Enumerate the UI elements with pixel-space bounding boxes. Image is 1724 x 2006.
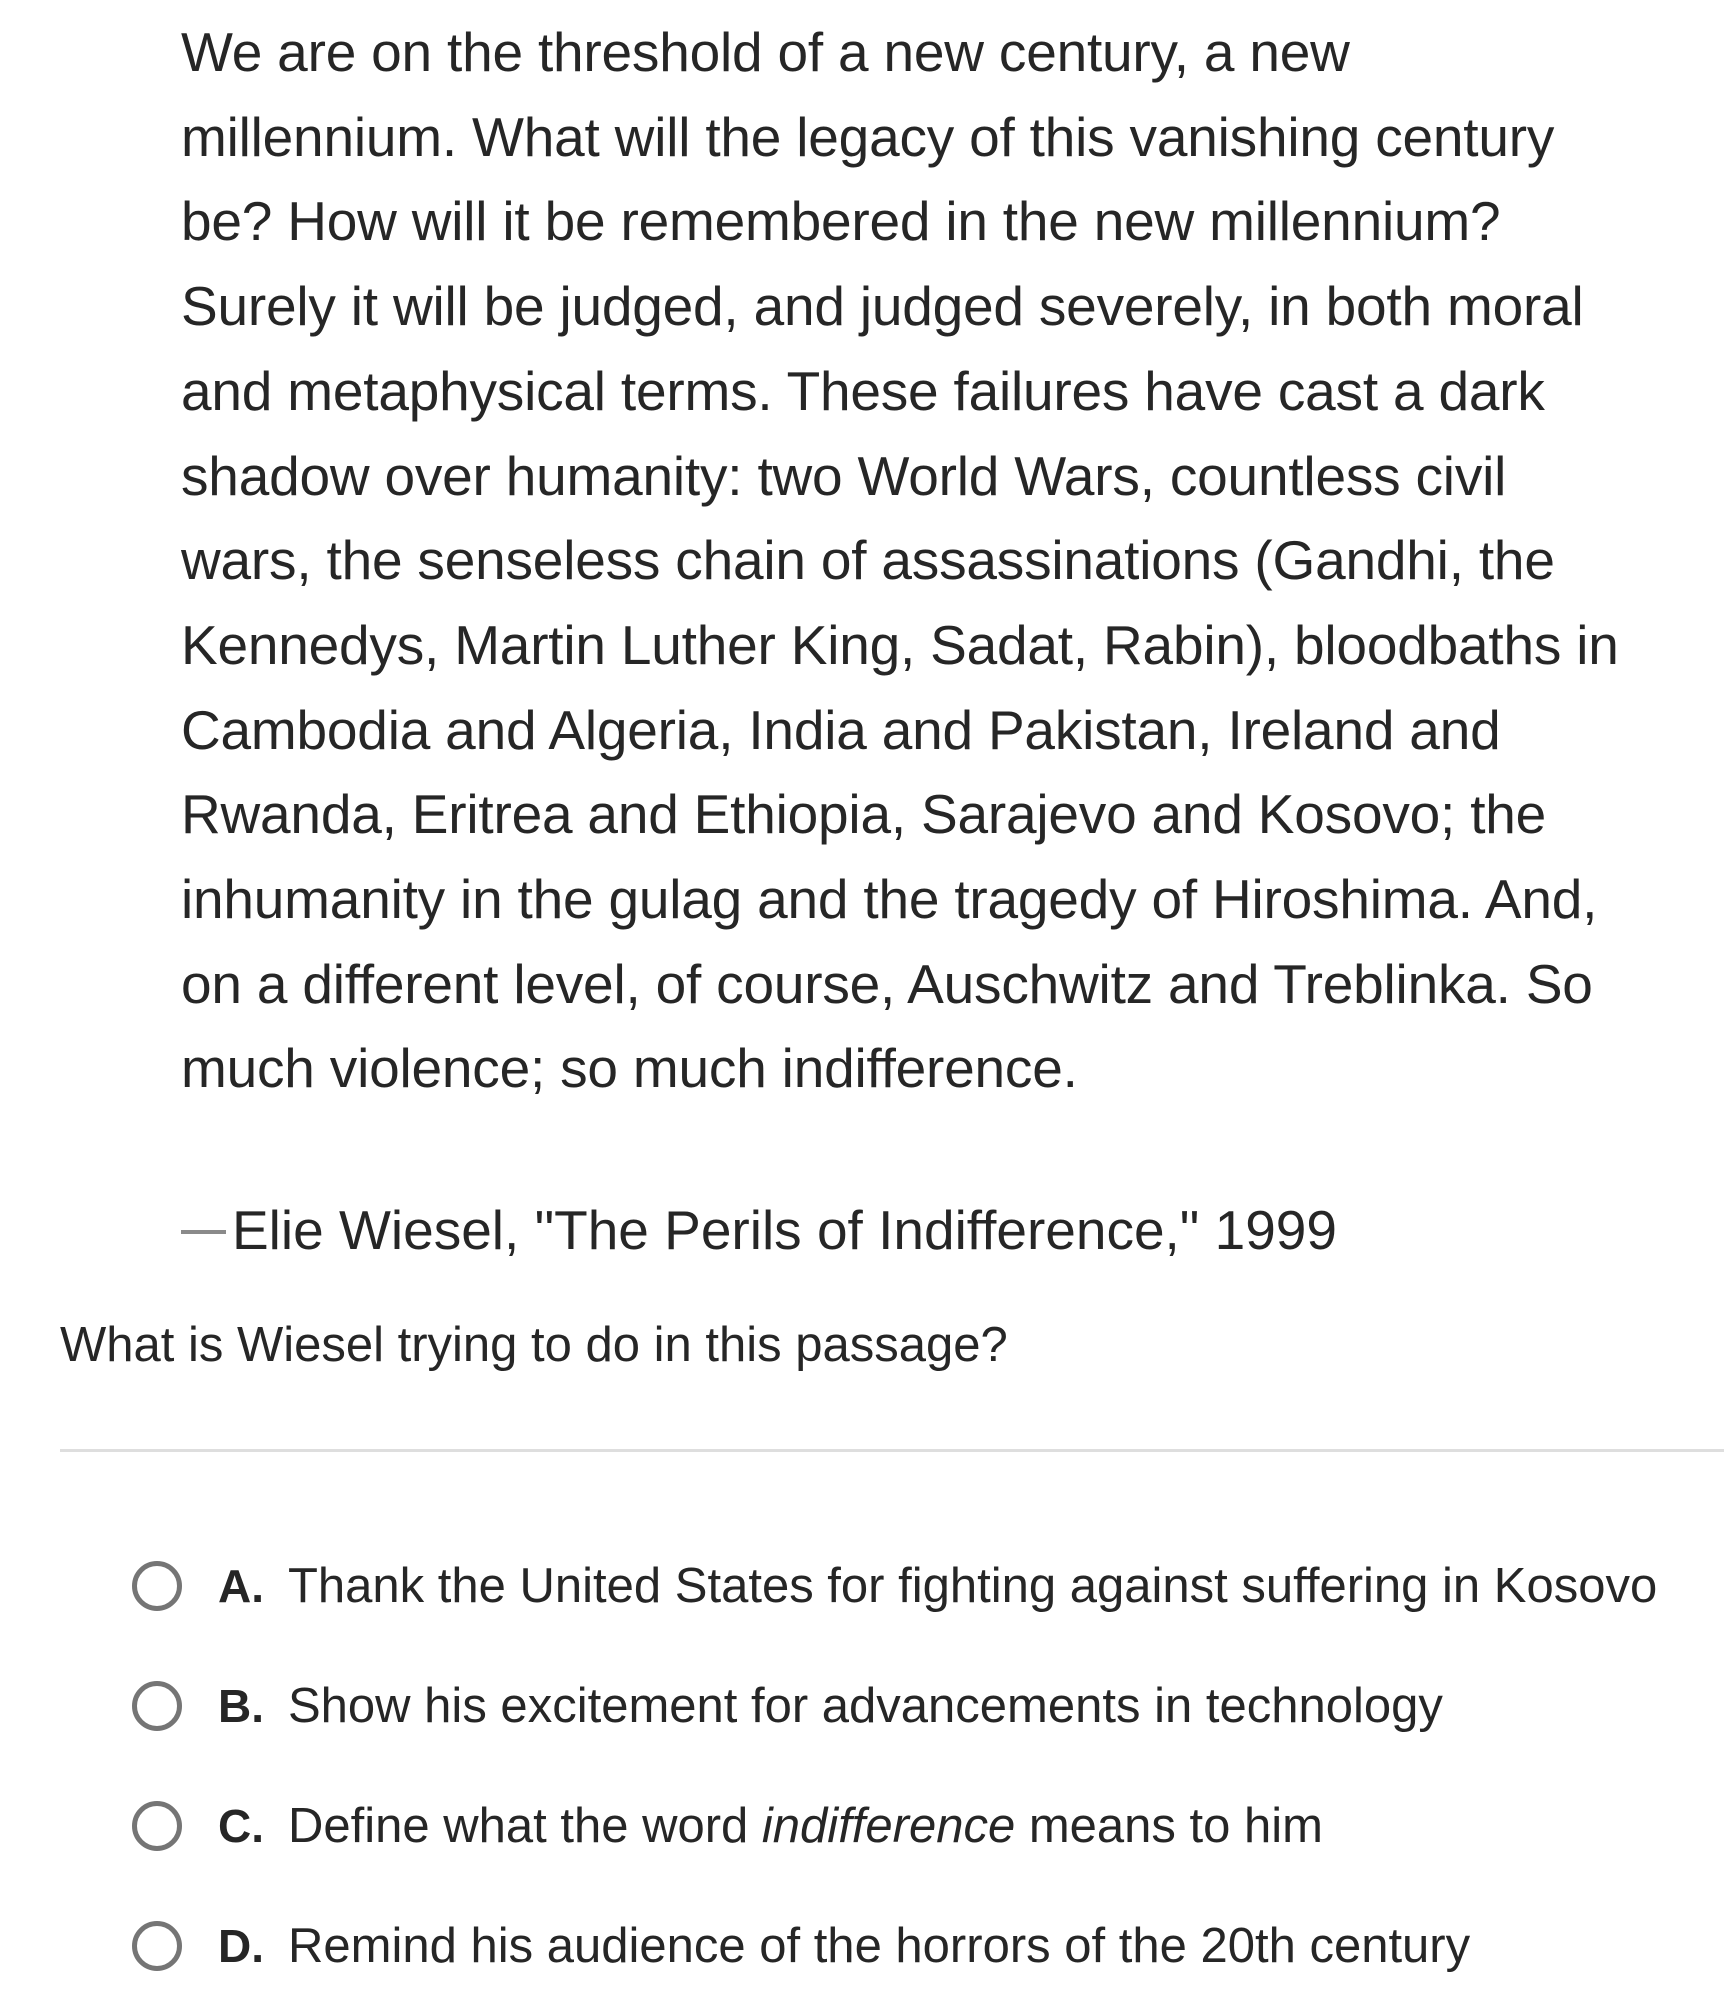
choice-text-italic: indifference [761,1799,1016,1853]
choice-letter: D. [218,1920,264,1972]
radio-button-a[interactable] [132,1561,182,1611]
passage-line: Surely it will be judged, and judged severely, in both moral [181,275,1584,338]
choice-text: Thank the United States for fighting against suffering in Kosovo [288,1559,1658,1613]
passage-text [181,10,1621,1111]
radio-button-c[interactable] [132,1801,182,1851]
choice-c[interactable] [132,1766,1724,1886]
answer-choices [132,1526,1724,2006]
choice-d[interactable] [132,1886,1724,2006]
radio-button-d[interactable] [132,1921,182,1971]
passage-attribution [181,1190,1337,1270]
passage-line: millennium. What will the legacy of this vanishing century [181,105,1555,168]
attribution-text: Elie Wiesel, "The Perils of Indifference," 1999 [232,1199,1337,1261]
choice-letter: B. [218,1680,264,1732]
passage-line: and metaphysical terms. These failures have cast a dark [181,359,1545,422]
choice-text: Remind his audience of the horrors of the 20th century [288,1919,1471,1973]
choice-letter: A. [218,1560,264,1612]
passage-line: Rwanda, Eritrea and Ethiopia, Sarajevo and Kosovo; the [181,783,1547,846]
choice-text-before: Define what the word [288,1799,762,1853]
passage-line: inhumanity in the gulag and the tragedy of Hiroshima. And, [181,868,1598,931]
passage-line: shadow over humanity: two World Wars, countless civil [181,444,1507,507]
choice-text-after: means to him [1015,1799,1323,1853]
choice-text: Show his excitement for advancements in technology [288,1679,1443,1733]
choice-a[interactable] [132,1526,1724,1646]
passage-line: wars, the senseless chain of assassinations (Gandhi, the [181,529,1555,592]
passage-line: much violence; so much indifference. [181,1037,1078,1100]
divider [60,1449,1724,1452]
choice-text [288,1798,1323,1854]
passage-line: be? How will it be remembered in the new millennium? [181,190,1501,253]
radio-button-b[interactable] [132,1681,182,1731]
passage-line: on a different level, of course, Auschwitz and Treblinka. So [181,952,1593,1015]
choice-letter: C. [218,1800,264,1852]
passage-line: Cambodia and Algeria, India and Pakistan, Ireland and [181,698,1501,761]
passage-line: Kennedys, Martin Luther King, Sadat, Rabin), bloodbaths in [181,613,1619,676]
choice-b[interactable] [132,1646,1724,1766]
passage-line: We are on the threshold of a new century, a new [181,21,1350,83]
em-dash-mark [181,1230,226,1234]
question-prompt: What is Wiesel trying to do in this passage? [60,1318,1008,1372]
